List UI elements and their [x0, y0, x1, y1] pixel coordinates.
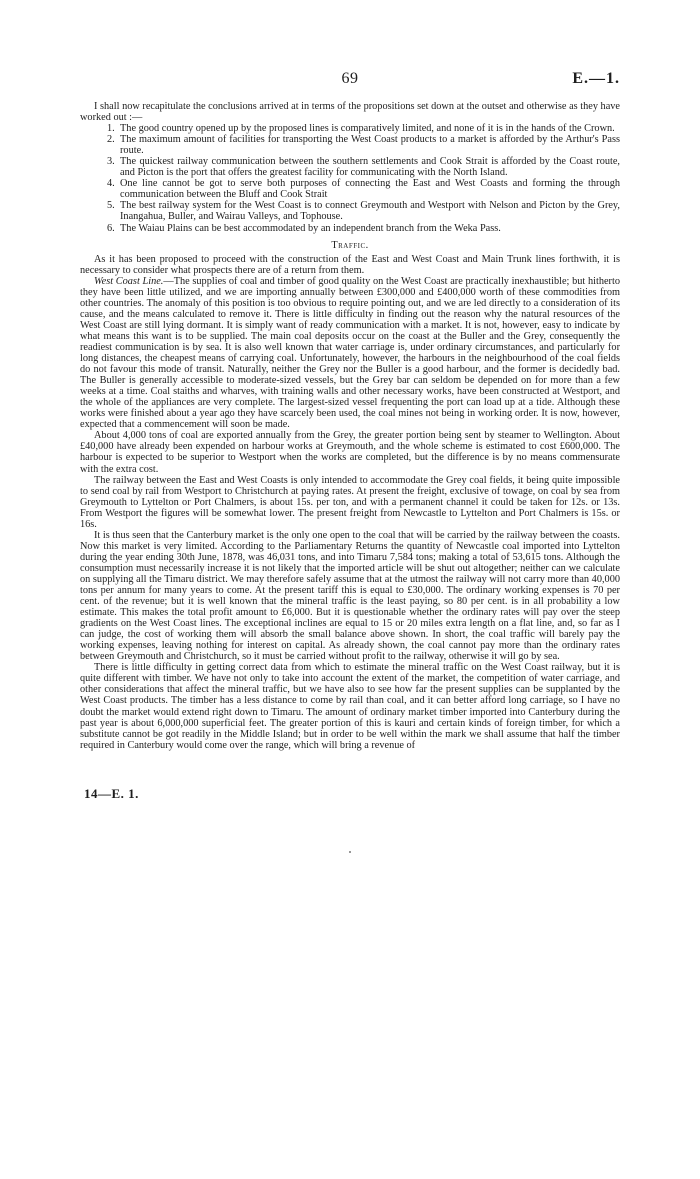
list-item [107, 222, 620, 234]
list-item-number: 5. [107, 200, 115, 212]
paragraph-west-coast-line-text: —The supplies of coal and timber of good quality on the West Coast are practically inexhaustible; but hitherto they have been little utilized, and we are importing annually between £300,000 and £400,000 worth of these commodities from other countries. The anomaly of this position is too obvious to require pointing out, and we are led directly to a consideration of its cause, and the means calculated to remove it. There is little difficulty in finding out the reason why the natural resources of the West Coast are still lying dormant. It is simply want of ready communication with a market. It is not, however, easy to indicate by what means this want is to be supplied. The main coal deposits occur on the coast at the Buller and the Grey, consequently the readiest communication is by sea. It is also well known that water carriage is, under ordinary circumstances, and particularly for long distances, the cheapest means of carrying coal. Unfortunately, however, the harbours in the neighbourhood of the coal fields do not favour this mode of transit. Naturally, neither the Grey nor the Buller is a good harbour, and the former is decidedly bad. The Buller is generally accessible to moderate-sized vessels, but the Grey bar can seldom be depended on for more than a few weeks at a time. Coal staiths and wharves, with training walls and other necessary works, have been constructed at Westport, and the whole of the appliances are very complete. The largest-sized vessel frequenting the port can load up at a tide. Although these works were finished about a year ago they have scarcely been used, the coal mines not being in working order. It is now, however, expected that a commencement will soon be made. [80, 275, 620, 431]
subheading-west-coast-line: West Coast Line. [94, 275, 164, 287]
list-item-number: 1. [107, 123, 115, 135]
list-item-text: The best railway system for the West Coast is to connect Greymouth and Westport with Nelson and Picton by the Grey, Inangahua, Buller, and Wairau Valleys, and Tophouse. [120, 200, 620, 223]
paragraph-coal-exports: About 4,000 tons of coal are exported annually from the Grey, the greater portion being sent by steamer to Wellington. About £40,000 have already been expended on harbour works at Greymouth, and the whole scheme is estimated to cost £600,000. The harbour is expected to be superior to Westport when the works are completed, but the difference is by no means commensurate with the extra cost. [80, 430, 620, 475]
list-item-text: The good country opened up by the proposed lines is comparatively limited, and none of it is in the hands of the Crown. [120, 123, 615, 135]
list-item [107, 156, 620, 179]
paragraph-west-coast-line [80, 276, 620, 431]
section-heading-traffic: Traffic. [331, 239, 369, 251]
paragraph-canterbury-market: It is thus seen that the Canterbury market is the only one open to the coal that will be carried by the railway between the coasts. Now this market is very limited. According to the Parliamentary Returns the quantity of Newcastle coal imported into Lyttelton during the year ending 30th June, 1878, was 46,031 tons, and into Timaru 7,584 tons; making a total of 53,615 tons. Although the consumption must necessarily increase it is not likely that the imported article will be shut out altogether; neither can we calculate on supplying all the Timaru district. We may therefore safely assume that at the utmost the railway will not carry more than 40,000 tons per annum for many years to come. At the present tariff this is equal to £30,000. The ordinary working expenses is 70 per cent. of the revenue; but it is well known that the mineral traffic is the least paying, so 80 per cent. is in all probability a low estimate. This makes the total profit amount to £6,000. But it is questionable whether the ordinary rates will pay over the steep gradients on the West Coast lines. The exceptional inclines are equal to 15 or 20 miles extra length on a flat line, and, so far as I can judge, the cost of working them will absorb the small balance above shown. In short, the coal traffic will barely pay the working expenses, leaving nothing for interest on capital. As already shown, the coal cannot pay more than the ordinary rates between Greymouth and Christchurch, so it must be carried without profit to the railway, otherwise it will go by sea. [80, 529, 620, 663]
list-item-text: One line cannot be got to serve both purposes of connecting the East and West Coasts and forming the through communication between the Bluff and Cook Strait [120, 178, 620, 201]
list-item-text: The Waiau Plains can be best accommodated by an independent branch from the Weka Pass. [120, 222, 501, 234]
list-item [107, 200, 620, 223]
list-item-number: 6. [107, 222, 115, 234]
list-item-number: 4. [107, 178, 115, 190]
paragraph-railway-coal-fields: The railway between the East and West Coasts is only intended to accommodate the Grey coal fields, it being quite impossible to send coal by rail from Westport to Christchurch at paying rates. At present the freight, exclusive of towage, on coal by sea from Greymouth to Lyttelton or Port Chalmers, is about 15s. per ton, and with a permanent channel it could be taken for 12s. or 13s. From Westport the figures will be somewhat lower. The present freight from Newcastle to Lyttelton and Port Chalmers is 15s. or 16s. [80, 474, 620, 530]
page-number: 69 [341, 70, 359, 87]
list-item-number: 3. [107, 156, 115, 168]
list-item-text: The quickest railway communication between the southern settlements and Cook Strait is afforded by the Coast route, and Picton is the port that offers the greatest facility for communicating with the North Island. [120, 156, 620, 179]
list-item [107, 178, 620, 201]
document-reference: E.—1. [572, 70, 620, 87]
print-speck [349, 851, 351, 853]
paragraph-proceed: As it has been proposed to proceed with the construction of the East and West Coast and Main Trunk lines forthwith, it is necessary to consider what prospects there are of a return from them. [80, 253, 620, 276]
list-item [107, 134, 620, 157]
list-item [107, 123, 620, 135]
document-body [80, 101, 620, 751]
paragraph-timber-traffic: There is little difficulty in getting correct data from which to estimate the mineral traffic on the West Coast railway, but it is quite different with timber. We have not only to take into account the extent of the market, the competition of water carriage, and other considerations that affect the mineral traffic, but we have also to see how far the present supplies can be supplanted by the West Coast products. The timber has a less distance to come by rail than coal, and it can better afford long carriage, so I have no doubt the market would extend right down to Timaru. The amount of ordinary market timber imported into Canterbury during the past year is about 6,000,000 superficial feet. The greater portion of this is kauri and certain kinds of foreign timber, for which a substitute cannot be got readily in the Middle Island; but in order to be well within the mark we shall assume that half the timber required in Canterbury would come over the range, which will bring a revenue of [80, 662, 620, 751]
signature-mark: 14—E. 1. [84, 786, 139, 801]
list-item-number: 2. [107, 134, 115, 146]
list-item-text: The maximum amount of facilities for transporting the West Coast products to a market is afforded by the Arthur's Pass route. [120, 134, 620, 157]
page-header [80, 70, 620, 92]
conclusions-list [80, 123, 620, 233]
intro-paragraph: I shall now recapitulate the conclusions arrived at in terms of the propositions set down at the outset and otherwise as they have worked out :— [80, 101, 620, 124]
